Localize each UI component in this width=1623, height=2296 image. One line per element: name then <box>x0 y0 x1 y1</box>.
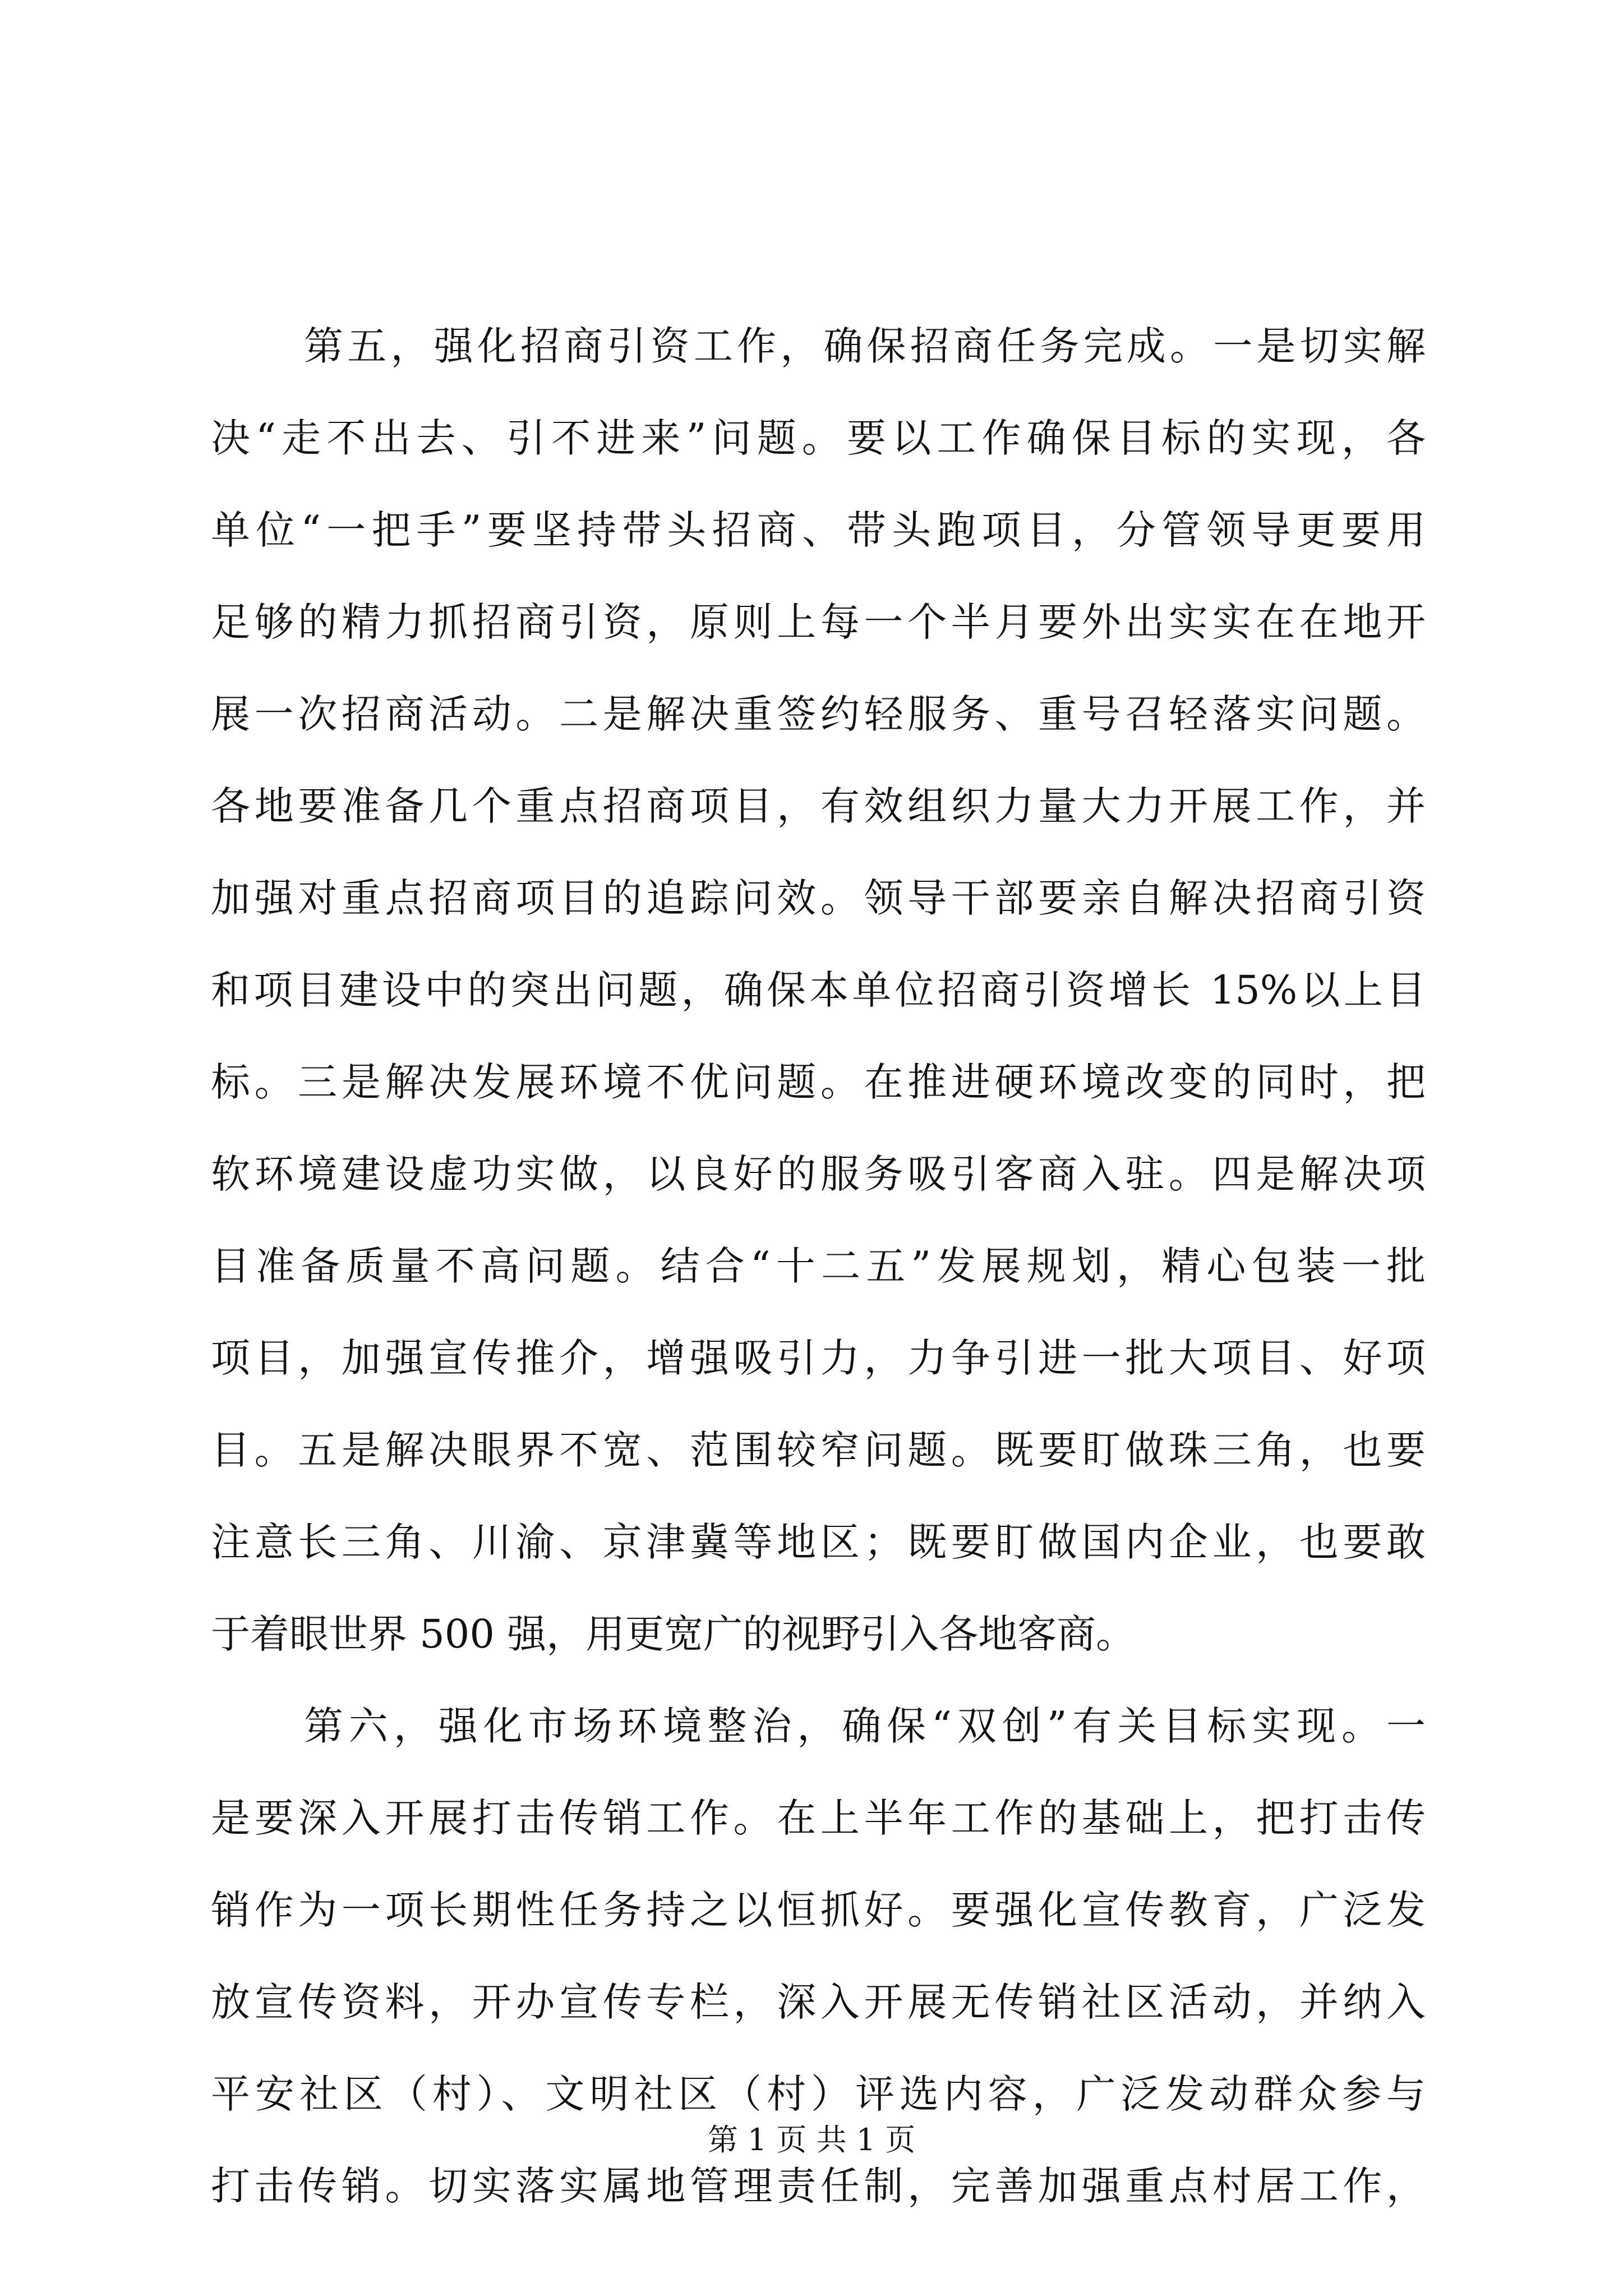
text-line: 项目，加强宣传推介，增强吸引力，力争引进一批大项目、好项 <box>211 1335 1426 1381</box>
document-body <box>211 300 1426 2232</box>
text-line: 单位“一把手”要坚持带头招商、带头跑项目，分管领导更要用 <box>211 507 1426 553</box>
text-line: 放宣传资料，开办宣传专栏，深入开展无传销社区活动，并纳入 <box>211 1979 1426 2025</box>
page-number: 第 1 页 共 1 页 <box>707 2122 916 2157</box>
text-line: 第六，强化市场环境整治，确保“双创”有关目标实现。一 <box>304 1703 1426 1749</box>
text-line: 标。三是解决发展环境不优问题。在推进硬环境改变的同时，把 <box>211 1059 1426 1105</box>
text-line: 和项目建设中的突出问题，确保本单位招商引资增长 15%以上目 <box>211 967 1426 1013</box>
text-line: 第五，强化招商引资工作，确保招商任务完成。一是切实解 <box>304 323 1426 369</box>
text-line: 各地要准备几个重点招商项目，有效组织力量大力开展工作，并 <box>211 783 1426 829</box>
paragraph <box>211 300 1426 1680</box>
text-line: 展一次招商活动。二是解决重签约轻服务、重号召轻落实问题。 <box>211 691 1426 737</box>
text-line: 销作为一项长期性任务持之以恒抓好。要强化宣传教育，广泛发 <box>211 1887 1426 1933</box>
text-line: 注意长三角、川渝、京津冀等地区；既要盯做国内企业，也要敢 <box>211 1519 1426 1565</box>
text-line: 足够的精力抓招商引资，原则上每一个半月要外出实实在在地开 <box>211 599 1426 645</box>
text-line: 加强对重点招商项目的追踪问效。领导干部要亲自解决招商引资 <box>211 875 1426 921</box>
text-line: 目。五是解决眼界不宽、范围较窄问题。既要盯做珠三角，也要 <box>211 1427 1426 1473</box>
text-line: 于着眼世界 500 强，用更宽广的视野引入各地客商。 <box>211 1611 1136 1657</box>
text-line: 软环境建设虚功实做，以良好的服务吸引客商入驻。四是解决项 <box>211 1151 1426 1197</box>
text-line: 是要深入开展打击传销工作。在上半年工作的基础上，把打击传 <box>211 1795 1426 1841</box>
page-footer <box>0 2120 1623 2160</box>
text-line: 目准备质量不高问题。结合“十二五”发展规划，精心包装一批 <box>211 1243 1426 1289</box>
text-line: 打击传销。切实落实属地管理责任制，完善加强重点村居工作， <box>211 2163 1426 2209</box>
text-line: 平安社区（村）、文明社区（村）评选内容，广泛发动群众参与 <box>211 2071 1426 2117</box>
text-line: 决“走不出去、引不进来”问题。要以工作确保目标的实现，各 <box>211 415 1426 461</box>
